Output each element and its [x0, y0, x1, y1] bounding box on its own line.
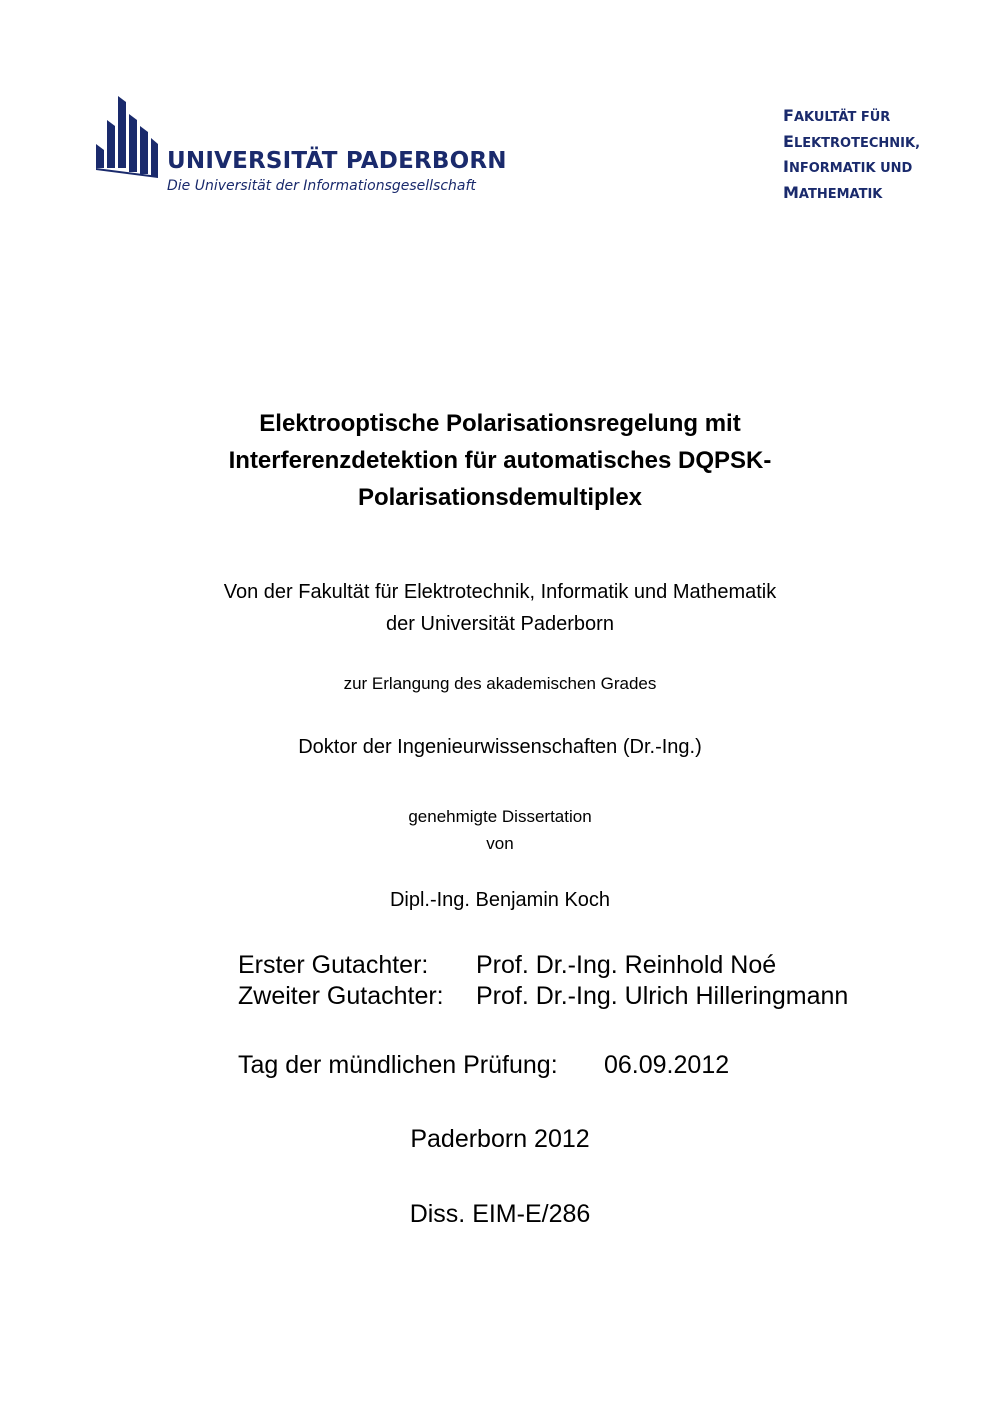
- title-line: Elektrooptische Polarisationsregelung mit: [259, 410, 741, 437]
- degree-title: Doktor der Ingenieurwissenschaften (Dr.-Ing.): [298, 736, 702, 758]
- thesis-title: [0, 405, 1000, 516]
- exam-label: Tag der mündlichen Prüfung:: [238, 1051, 558, 1079]
- university-name: UNIVERSITÄT PADERBORN: [167, 148, 507, 174]
- university-logo: [96, 96, 507, 206]
- exam-date: 06.09.2012: [604, 1051, 730, 1079]
- second-reviewer-name: Prof. Dr.-Ing. Ulrich Hilleringmann: [476, 982, 849, 1010]
- university-building-icon: [96, 96, 160, 178]
- first-reviewer-label: Erster Gutachter:: [238, 951, 429, 979]
- reviewers-block: [238, 950, 848, 1012]
- first-reviewer: [238, 950, 848, 981]
- second-reviewer: [238, 981, 848, 1012]
- approval-note: [0, 803, 1000, 857]
- approved-dissertation: genehmigte Dissertation: [408, 807, 592, 826]
- faculty-name: [783, 104, 983, 206]
- by-label: von: [486, 834, 514, 853]
- author-name: Dipl.-Ing. Benjamin Koch: [389, 889, 611, 911]
- submission-statement: [0, 576, 1000, 640]
- second-reviewer-label: Zweiter Gutachter:: [238, 982, 444, 1010]
- faculty-line: FAKULTÄT FÜR: [783, 106, 891, 125]
- faculty-line: MATHEMATIK: [783, 182, 883, 202]
- oral-exam-date: [238, 1049, 729, 1082]
- first-reviewer-name: Prof. Dr.-Ing. Reinhold Noé: [476, 951, 777, 979]
- dissertation-number: Diss. EIM-E/286: [409, 1200, 591, 1228]
- submission-line: der Universität Paderborn: [386, 613, 614, 635]
- faculty-line: INFORMATIK UND: [783, 157, 913, 176]
- university-tagline: Die Universität der Informationsgesellschaft: [167, 178, 476, 194]
- faculty-line: ELEKTROTECHNIK,: [783, 131, 921, 151]
- title-line: Interferenzdetektion für automatisches DQPSK-: [228, 447, 772, 474]
- submission-line: Von der Fakultät für Elektrotechnik, Informatik und Mathematik: [223, 581, 777, 603]
- place-year: Paderborn 2012: [410, 1125, 590, 1153]
- degree-purpose: zur Erlangung des akademischen Grades: [343, 674, 657, 693]
- title-line: Polarisationsdemultiplex: [357, 484, 643, 511]
